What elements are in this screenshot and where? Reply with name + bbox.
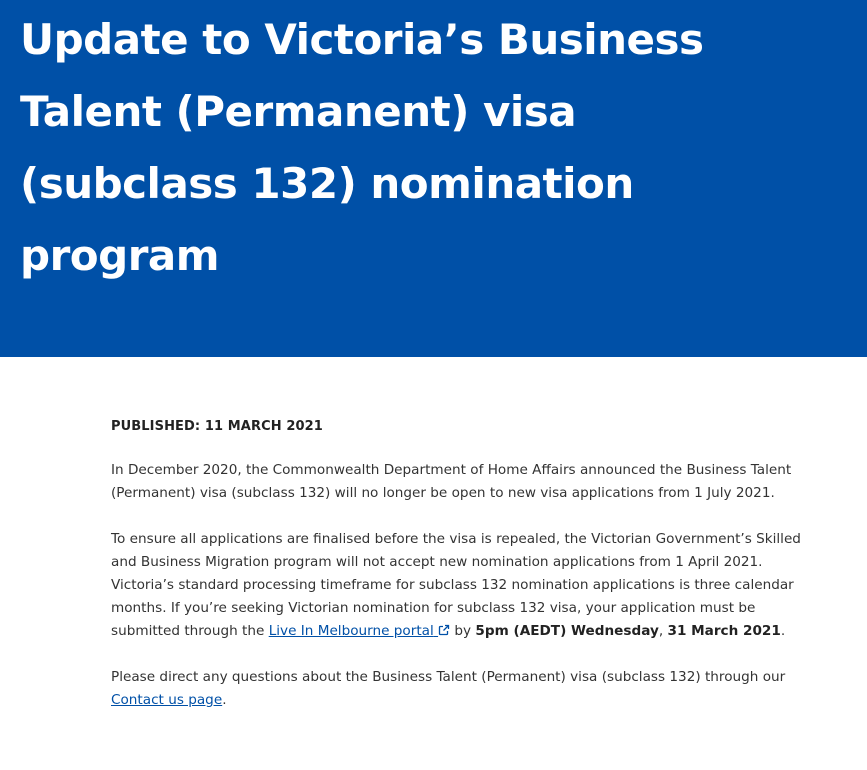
period-text: . — [222, 692, 227, 708]
paragraph-contact-text: Please direct any questions about the Business Talent (Permanent) visa (subclass 132) through our — [111, 669, 786, 685]
comma-text: , — [658, 623, 668, 639]
published-date: PUBLISHED: 11 MARCH 2021 — [111, 419, 323, 434]
paragraph-deadline-text: To ensure all applications are finalised before the visa is repealed, the Victorian Government’s Skilled and Business Migration program will not accept new nomination applications from 1 April 2021. Victoria’s standard processing timeframe for subclass 132 nomination applications is three calendar months. If you’re seeking Victorian nomination for subclass 132 visa, your application must be submitted through the — [111, 531, 801, 639]
paragraph-contact — [111, 666, 811, 712]
contact-us-link[interactable]: Contact us page — [111, 692, 223, 708]
external-link-icon — [438, 624, 450, 636]
live-in-melbourne-portal-link-label: Live In Melbourne portal — [268, 623, 434, 639]
paragraph-announcement: In December 2020, the Commonwealth Department of Home Affairs announced the Business Talent (Permanent) visa (subclass 132) will no longer be open to new visa applications from 1 July 2021. — [111, 462, 792, 501]
by-text: by — [450, 623, 476, 639]
deadline-time: 5pm (AEDT) Wednesday — [475, 623, 659, 639]
article-body — [111, 418, 811, 735]
hero-banner — [0, 0, 867, 357]
period-text: . — [780, 623, 786, 639]
live-in-melbourne-portal-link[interactable] — [269, 623, 450, 639]
deadline-date: 31 March 2021 — [667, 623, 781, 639]
page-title: Update to Victoria’s Business Talent (Permanent) visa (subclass 132) nomination program — [20, 15, 704, 280]
paragraph-deadline — [111, 528, 811, 643]
